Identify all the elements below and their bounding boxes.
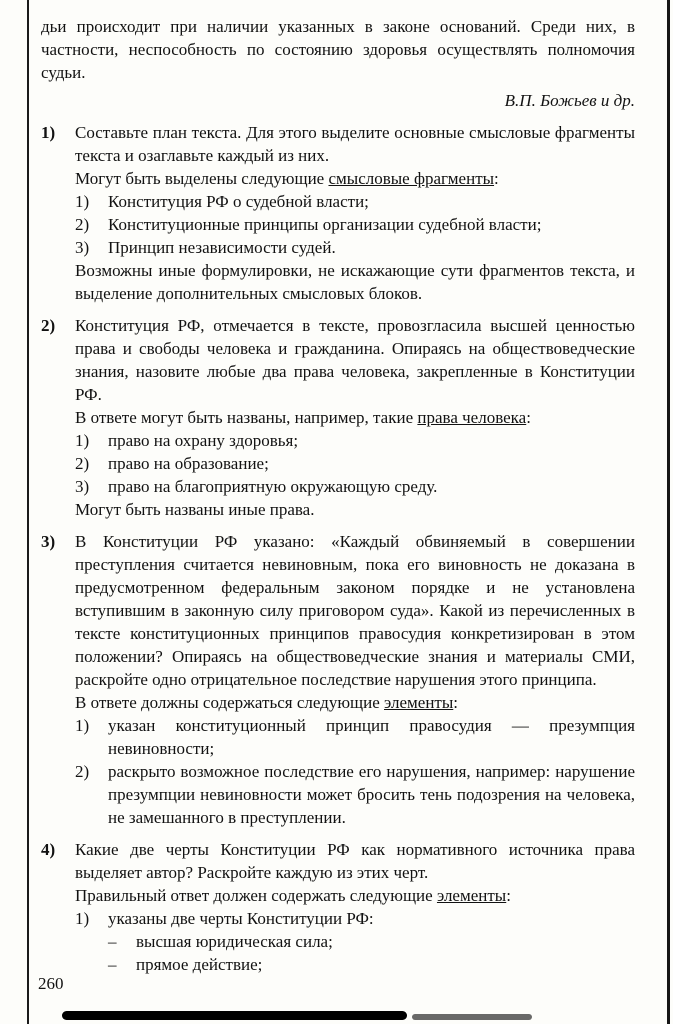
question-4 [41, 838, 635, 976]
answer-lead-colon: : [506, 886, 511, 905]
list-item-text: право на охрану здоровья; [108, 431, 299, 450]
author-attribution: В.П. Божьев и др. [504, 91, 635, 110]
list-item-text: Конституционные принципы организации судебной власти; [108, 215, 542, 234]
page-content [41, 15, 635, 976]
list-item-number: 2) [75, 762, 90, 781]
answer-lead-text: В ответе могут быть названы, например, такие [75, 408, 418, 427]
page-number: 260 [38, 974, 64, 993]
question-text: Составьте план текста. Для этого выделите основные смысловые фрагменты текста и озаглавьте каждый из них. [75, 123, 635, 165]
list-item-text: Принцип независимости судей. [108, 238, 336, 257]
list-item-number: 1) [75, 909, 90, 928]
question-body [75, 314, 635, 521]
list-item-number: 2) [75, 215, 90, 234]
scan-edge-right [667, 0, 670, 1024]
list-item [75, 190, 635, 213]
question-body [75, 838, 635, 976]
answer-lead-colon: : [453, 693, 459, 712]
answer-note: Могут быть названы иные права. [75, 500, 315, 519]
question-body [75, 121, 635, 305]
dash-mark: – [108, 955, 117, 974]
list-item [75, 213, 635, 236]
list-item-text: указан конституционный принцип правосудия — презумпция невиновности; [108, 716, 635, 758]
answer-lead-colon: : [526, 408, 531, 427]
list-item [75, 907, 635, 930]
dash-item-text: высшая юридическая сила; [136, 932, 333, 951]
question-3 [41, 530, 635, 829]
list-item-number: 1) [75, 192, 90, 211]
list-item-text: Конституция РФ о судебной власти; [108, 192, 369, 211]
answer-lead-underlined: элементы [436, 886, 507, 905]
list-item-number: 3) [75, 238, 90, 257]
question-number: 1) [41, 123, 56, 142]
question-text: Какие две черты Конституции РФ как нормативного источника права выделяет автор? Раскройте каждую из этих черт. [75, 840, 635, 882]
answer-lead [75, 884, 635, 907]
dash-list-item [108, 953, 635, 976]
answer-lead-text: Могут быть выделены следующие [75, 169, 329, 188]
scan-edge-left [27, 0, 29, 1024]
list-item-number: 3) [75, 477, 90, 496]
answer-lead [75, 167, 635, 190]
list-item [75, 452, 635, 475]
answer-note: Возможны иные формулировки, не искажающие сути фрагментов текста, и выделение дополнительных смысловых блоков. [75, 261, 635, 303]
intro-paragraph: дьи происходит при наличии указанных в законе оснований. Среди них, в частности, неспособность по состоянию здоровья осуществлять полномочия судьи. [41, 17, 635, 82]
question-number: 4) [41, 840, 56, 859]
question-number: 2) [41, 316, 56, 335]
dash-list-item [108, 930, 635, 953]
answer-lead-underlined: смысловые фрагменты [328, 169, 495, 188]
question-text: В Конституции РФ указано: «Каждый обвиняемый в совершении преступления считается невиновным, пока его виновность не доказана в предусмотренном федеральным законом порядке и не установлена вступившим в законную силу приговором суда». Какой из перечисленных в тексте конституционных принципов правосудия конкретизирован в этом положении? Опираясь на обществоведческие знания и материалы СМИ, раскройте одно отрицательное последствие нарушения этого принципа. [75, 532, 635, 689]
answer-lead-text: Правильный ответ должен содержать следующие [75, 886, 437, 905]
question-2 [41, 314, 635, 521]
answer-lead [75, 691, 635, 714]
question-text: Конституция РФ, отмечается в тексте, провозгласила высшей ценностью права и свободы человека и гражданина. Опираясь на обществоведческие знания, назовите любые два права человека, закрепленные в Конституции РФ. [75, 316, 635, 404]
list-item [75, 475, 635, 498]
answer-lead-colon: : [494, 169, 499, 188]
list-item [75, 429, 635, 452]
list-item-text: раскрыто возможное последствие его нарушения, например: нарушение презумпции невиновности может бросить тень подозрения на человека, не замешанного в преступлении. [108, 762, 635, 827]
dash-mark: – [108, 932, 117, 951]
answer-lead [75, 406, 635, 429]
dash-item-text: прямое действие; [136, 955, 263, 974]
list-item-number: 1) [75, 716, 90, 735]
scan-artifact-bottom [62, 1011, 407, 1020]
list-item-number: 2) [75, 454, 90, 473]
list-item-text: право на благоприятную окружающую среду. [108, 477, 438, 496]
list-item-text: указаны две черты Конституции РФ: [108, 909, 374, 928]
scan-artifact-bottom-2 [412, 1014, 532, 1020]
answer-lead-underlined: элементы [384, 693, 454, 712]
list-item [75, 236, 635, 259]
list-item-number: 1) [75, 431, 90, 450]
question-body [75, 530, 635, 829]
question-number: 3) [41, 532, 56, 551]
list-item [75, 760, 635, 829]
question-1 [41, 121, 635, 305]
answer-lead-underlined: права человека [417, 408, 527, 427]
list-item [75, 714, 635, 760]
answer-lead-text: В ответе должны содержаться следующие [75, 693, 384, 712]
list-item-text: право на образование; [108, 454, 269, 473]
